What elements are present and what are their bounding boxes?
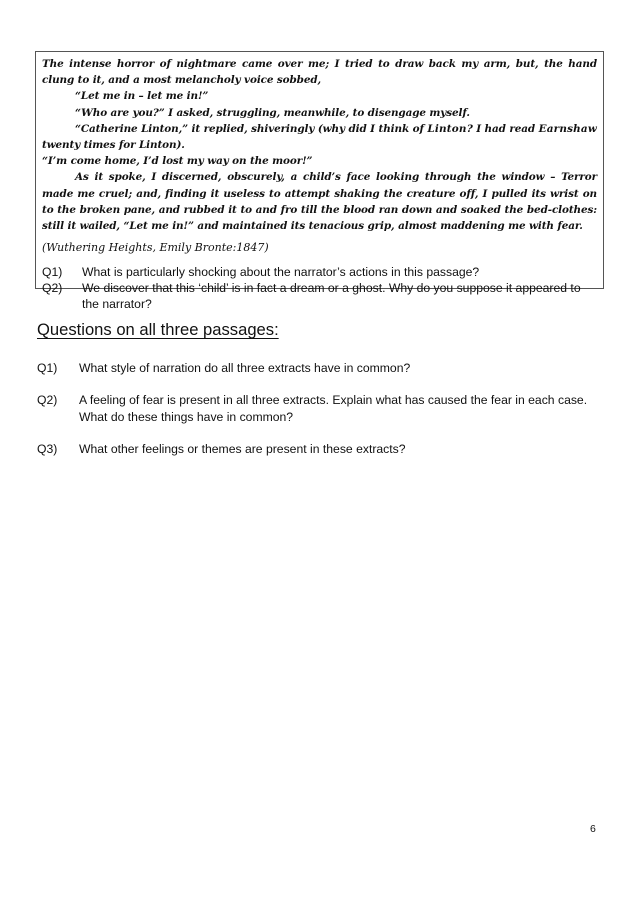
passage-dialogue-line: “Who are you?” I asked, struggling, meanwhile, to disengage myself. — [75, 106, 470, 119]
question-text: What style of narration do all three extracts have in common? — [79, 361, 411, 375]
catherine-line-name-linton: Linton — [427, 122, 467, 135]
catherine-line-before: “Catherine Linton,” it replied, shiveringly (why did I think of — [75, 122, 428, 135]
passage-final-paragraph: As it spoke, I discerned, obscurely, a child’s face looking through the window – Terror made me cruel; and, finding it useless to attempt shaking the creature off, I pulled its wrist on to the broken pane, and rubbed it to and fro till the blood ran down and soaked the bed-clothes: still it wailed, “Let me in!” and maintained its tenacious grip, almost maddening me with fear. — [42, 171, 597, 233]
question-item — [37, 441, 602, 458]
question-number: Q1) — [37, 361, 58, 375]
question-number: Q2) — [37, 393, 58, 407]
question-text: A feeling of fear is present in all three extracts. Explain what has caused the fear in each case. What do these things have in common? — [79, 393, 588, 424]
question-text: What is particularly shocking about the narrator’s actions in this passage? — [82, 265, 480, 280]
section-question-list — [37, 360, 602, 473]
question-text: We discover that this ‘child’ is in fact a dream or a ghost. Why do you suppose it appeared to the narrator? — [82, 281, 581, 312]
catherine-line-name-earnshaw: Earnshaw — [538, 122, 597, 135]
passage-paragraph: The intense horror of nightmare came over me; I tried to draw back my arm, but, the hand clung to it, and a most melancholy voice sobbed, — [42, 58, 597, 87]
section-heading: Questions on all three passages: — [37, 320, 279, 339]
question-item — [42, 264, 597, 280]
question-number: Q2) — [42, 281, 63, 296]
question-number: Q3) — [37, 442, 58, 456]
passage-box — [35, 51, 604, 312]
question-item — [37, 392, 602, 426]
passage-text — [42, 56, 597, 234]
catherine-line-after: twenty times for Linton). — [42, 139, 185, 152]
passage-catherine-line — [42, 121, 597, 153]
passage-dialogue-line: “Let me in – let me in!” — [75, 90, 209, 103]
question-item — [42, 280, 597, 312]
passage-citation: (Wuthering Heights, Emily Bronte:1847) — [42, 241, 269, 255]
passage-question-list — [42, 264, 597, 312]
passage-dialogue-line: “I’m come home, I’d lost my way on the moor!” — [42, 155, 313, 168]
page-number: 6 — [590, 823, 596, 835]
question-number: Q1) — [42, 265, 63, 280]
question-item — [37, 360, 602, 377]
question-text: What other feelings or themes are present in these extracts? — [79, 442, 406, 456]
catherine-line-middle: ? I had read — [466, 122, 539, 135]
